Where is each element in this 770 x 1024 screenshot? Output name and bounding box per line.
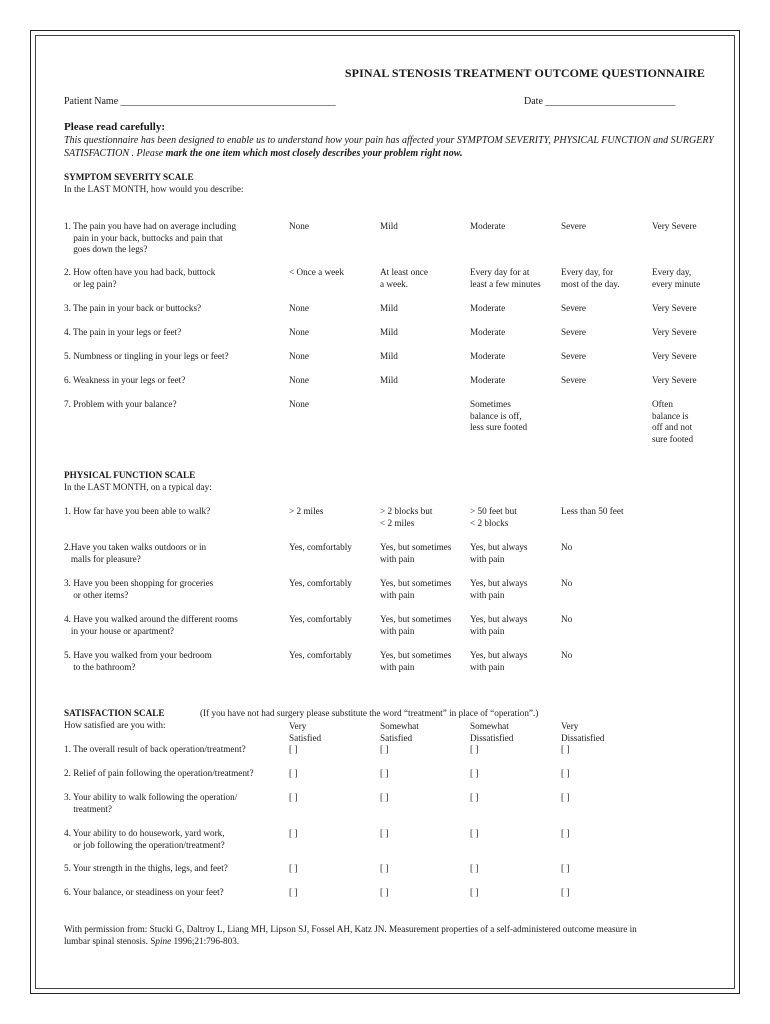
satisfaction-checkbox[interactable]: [ ]	[289, 744, 298, 754]
symptom-answer-option[interactable]: Sometimes balance is off, less sure footed	[470, 399, 528, 433]
symptom-answer-option[interactable]: Very Severe	[652, 351, 697, 361]
symptom-answer-option[interactable]: Very Severe	[652, 327, 697, 337]
physical-answer-option[interactable]: No	[561, 614, 573, 624]
satisfaction-column-header: Very Satisfied	[289, 721, 322, 743]
symptom-answer-option[interactable]: Moderate	[470, 375, 506, 385]
symptom-answer-option[interactable]: < Once a week	[289, 267, 344, 277]
physical-scale-title: PHYSICAL FUNCTION SCALE	[64, 470, 196, 480]
physical-answer-option[interactable]: Yes, but always with pain	[470, 650, 528, 672]
symptom-answer-option[interactable]: Very Severe	[652, 303, 697, 313]
satisfaction-question: 3. Your ability to walk following the operation/ treatment?	[64, 792, 238, 814]
satisfaction-scale-title: SATISFACTION SCALE	[64, 708, 165, 718]
physical-answer-option[interactable]: Yes, but sometimes with pain	[380, 650, 452, 672]
satisfaction-checkbox[interactable]: [ ]	[561, 887, 570, 897]
satisfaction-checkbox[interactable]: [ ]	[561, 744, 570, 754]
symptom-answer-option[interactable]: Mild	[380, 351, 398, 361]
satisfaction-note: (If you have not had surgery please substitute the word “treatment” in place of “operation”.)	[200, 708, 539, 718]
symptom-answer-option[interactable]: Severe	[561, 221, 586, 231]
page-title: SPINAL STENOSIS TREATMENT OUTCOME QUESTIONNAIRE	[344, 66, 705, 80]
patient-name-field[interactable]: Patient Name ___________________________________________	[64, 96, 336, 107]
satisfaction-checkbox[interactable]: [ ]	[561, 828, 570, 838]
satisfaction-checkbox[interactable]: [ ]	[380, 863, 389, 873]
symptom-answer-option[interactable]: None	[289, 221, 309, 231]
symptom-answer-option[interactable]: None	[289, 303, 309, 313]
symptom-answer-option[interactable]: Moderate	[470, 327, 506, 337]
symptom-answer-option[interactable]: None	[289, 375, 309, 385]
satisfaction-checkbox[interactable]: [ ]	[470, 792, 479, 802]
symptom-answer-option[interactable]: Mild	[380, 221, 398, 231]
physical-answer-option[interactable]: No	[561, 578, 573, 588]
satisfaction-checkbox[interactable]: [ ]	[380, 744, 389, 754]
satisfaction-question: 2. Relief of pain following the operation/treatment?	[64, 768, 254, 778]
physical-answer-option[interactable]: Yes, but sometimes with pain	[380, 578, 452, 600]
satisfaction-checkbox[interactable]: [ ]	[470, 744, 479, 754]
physical-answer-option[interactable]: No	[561, 650, 573, 660]
symptom-answer-option[interactable]: Often balance is off and not sure footed	[652, 399, 694, 444]
physical-answer-option[interactable]: Yes, but always with pain	[470, 542, 528, 564]
physical-answer-option[interactable]: Yes, but always with pain	[470, 578, 528, 600]
symptom-answer-option[interactable]: Severe	[561, 375, 586, 385]
citation-line-2: lumbar spinal stenosis. Spine 1996;21:796-803.	[64, 936, 240, 946]
satisfaction-checkbox[interactable]: [ ]	[380, 828, 389, 838]
symptom-question: 1. The pain you have had on average including pain in your back, buttocks and pain that goes down the legs?	[64, 221, 237, 255]
symptom-scale-title: SYMPTOM SEVERITY SCALE	[64, 172, 194, 182]
symptom-answer-option[interactable]: Moderate	[470, 303, 506, 313]
physical-question: 3. Have you been shopping for groceries or other items?	[64, 578, 214, 600]
symptom-question: 4. The pain in your legs or feet?	[64, 327, 182, 337]
satisfaction-checkbox[interactable]: [ ]	[561, 792, 570, 802]
satisfaction-question: 5. Your strength in the thighs, legs, and feet?	[64, 863, 228, 873]
symptom-question: 7. Problem with your balance?	[64, 399, 177, 409]
satisfaction-column-header: Somewhat Dissatisfied	[470, 721, 514, 743]
satisfaction-checkbox[interactable]: [ ]	[470, 768, 479, 778]
symptom-answer-option[interactable]: Moderate	[470, 221, 506, 231]
intro-text: This questionnaire has been designed to enable us to understand how your pain has affected your SYMPTOM SEVERITY, PHYSICAL FUNCTION and SURGERY SATISFACTION . Please mark the one item which most closely describes your problem right now.	[64, 135, 714, 159]
symptom-question: 3. The pain in your back or buttocks?	[64, 303, 202, 313]
physical-answer-option[interactable]: Yes, comfortably	[289, 578, 352, 588]
symptom-answer-option[interactable]: Mild	[380, 303, 398, 313]
symptom-answer-option[interactable]: Moderate	[470, 351, 506, 361]
symptom-question: 2. How often have you had back, buttock or leg pain?	[64, 267, 216, 289]
physical-answer-option[interactable]: No	[561, 542, 573, 552]
satisfaction-checkbox[interactable]: [ ]	[289, 768, 298, 778]
symptom-answer-option[interactable]: Every day for at least a few minutes	[470, 267, 541, 289]
symptom-answer-option[interactable]: Mild	[380, 375, 398, 385]
satisfaction-checkbox[interactable]: [ ]	[380, 768, 389, 778]
satisfaction-question: 6. Your balance, or steadiness on your feet?	[64, 887, 224, 897]
physical-answer-option[interactable]: Yes, comfortably	[289, 614, 352, 624]
satisfaction-checkbox[interactable]: [ ]	[470, 863, 479, 873]
satisfaction-column-header: Very Dissatisfied	[561, 721, 605, 743]
physical-question: 2.Have you taken walks outdoors or in malls for pleasure?	[64, 542, 207, 564]
satisfaction-subtitle: How satisfied are you with:	[64, 720, 166, 730]
citation-line-1: With permission from: Stucki G, Daltroy L, Liang MH, Lipson SJ, Fossel AH, Katz JN. Measurement properties of a self-administered outcome measure in	[64, 924, 637, 934]
symptom-answer-option[interactable]: None	[289, 327, 309, 337]
satisfaction-checkbox[interactable]: [ ]	[470, 828, 479, 838]
symptom-answer-option[interactable]: Mild	[380, 327, 398, 337]
satisfaction-question: 4. Your ability to do housework, yard work, or job following the operation/treatment?	[64, 828, 225, 850]
symptom-answer-option[interactable]: Very Severe	[652, 375, 697, 385]
symptom-answer-option[interactable]: At least once a week.	[380, 267, 428, 289]
satisfaction-column-header: Somewhat Satisfied	[380, 721, 419, 743]
physical-answer-option[interactable]: > 50 feet but < 2 blocks	[470, 506, 517, 528]
physical-question: 1. How far have you been able to walk?	[64, 506, 211, 516]
symptom-answer-option[interactable]: Severe	[561, 351, 586, 361]
physical-answer-option[interactable]: > 2 blocks but < 2 miles	[380, 506, 433, 528]
satisfaction-checkbox[interactable]: [ ]	[380, 792, 389, 802]
symptom-answer-option[interactable]: None	[289, 399, 309, 409]
symptom-answer-option[interactable]: Severe	[561, 327, 586, 337]
physical-scale-subtitle: In the LAST MONTH, on a typical day:	[64, 482, 212, 492]
satisfaction-checkbox[interactable]: [ ]	[289, 792, 298, 802]
satisfaction-checkbox[interactable]: [ ]	[561, 768, 570, 778]
physical-answer-option[interactable]: Yes, but sometimes with pain	[380, 542, 452, 564]
symptom-answer-option[interactable]: Every day, for most of the day.	[561, 267, 620, 289]
symptom-answer-option[interactable]: None	[289, 351, 309, 361]
physical-answer-option[interactable]: Less than 50 feet	[561, 506, 624, 516]
satisfaction-checkbox[interactable]: [ ]	[289, 828, 298, 838]
date-field[interactable]: Date __________________________	[524, 96, 676, 107]
physical-answer-option[interactable]: Yes, comfortably	[289, 650, 352, 660]
satisfaction-checkbox[interactable]: [ ]	[561, 863, 570, 873]
physical-answer-option[interactable]: Yes, but always with pain	[470, 614, 528, 636]
satisfaction-question: 1. The overall result of back operation/treatment?	[64, 744, 246, 754]
symptom-question: 5. Numbness or tingling in your legs or feet?	[64, 351, 229, 361]
satisfaction-checkbox[interactable]: [ ]	[470, 887, 479, 897]
symptom-answer-option[interactable]: Every day, every minute	[652, 267, 701, 289]
symptom-answer-option[interactable]: Severe	[561, 303, 586, 313]
symptom-question: 6. Weakness in your legs or feet?	[64, 375, 186, 385]
intro-heading: Please read carefully:	[64, 121, 166, 133]
symptom-answer-option[interactable]: Very Severe	[652, 221, 697, 231]
satisfaction-checkbox[interactable]: [ ]	[380, 887, 389, 897]
satisfaction-checkbox[interactable]: [ ]	[289, 863, 298, 873]
physical-question: 4. Have you walked around the different rooms in your house or apartment?	[64, 614, 238, 636]
physical-answer-option[interactable]: > 2 miles	[289, 506, 324, 516]
physical-answer-option[interactable]: Yes, but sometimes with pain	[380, 614, 452, 636]
symptom-scale-subtitle: In the LAST MONTH, how would you describe:	[64, 184, 244, 194]
physical-question: 5. Have you walked from your bedroom to the bathroom?	[64, 650, 212, 672]
satisfaction-checkbox[interactable]: [ ]	[289, 887, 298, 897]
physical-answer-option[interactable]: Yes, comfortably	[289, 542, 352, 552]
